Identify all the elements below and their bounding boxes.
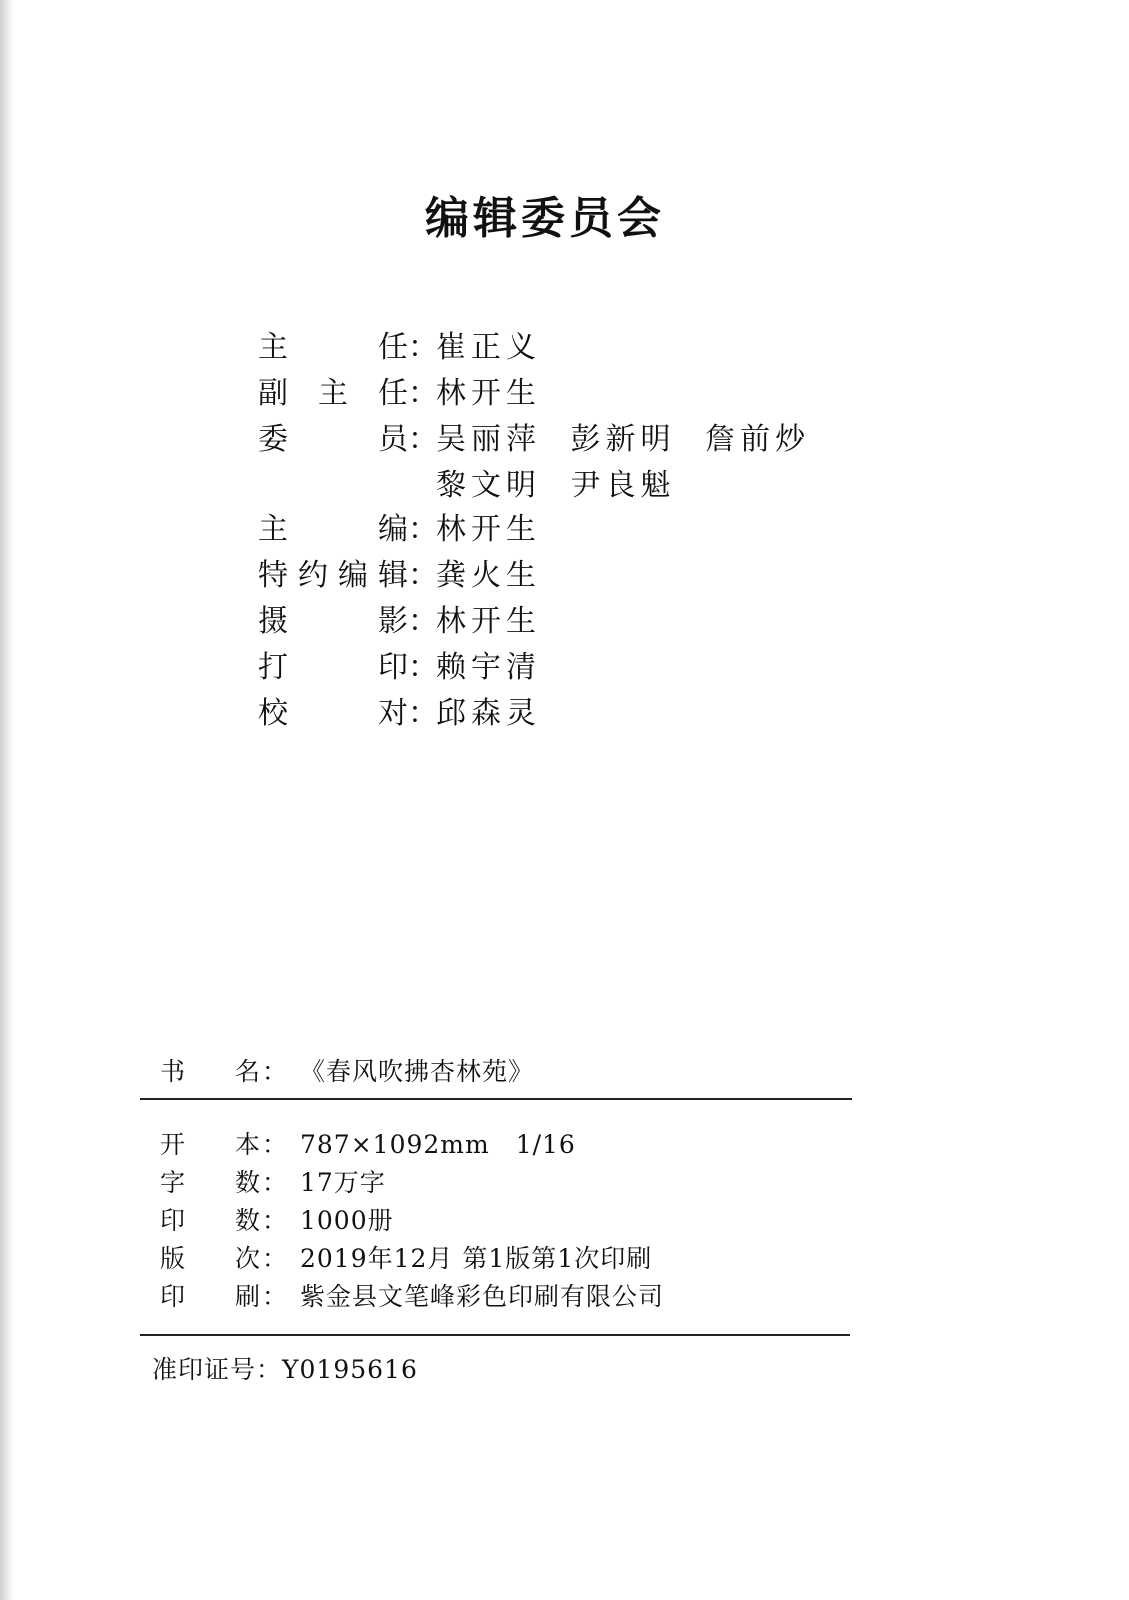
person-name: 赖宇清	[436, 650, 541, 685]
role-names	[436, 553, 561, 599]
info-label: 印刷	[160, 1282, 260, 1311]
committee-row-director	[258, 325, 878, 371]
info-colon: ：	[262, 1244, 288, 1273]
role-colon: ：	[408, 604, 438, 639]
person-name: 吴丽萍	[436, 422, 541, 457]
committee-row-deputy-director	[258, 371, 878, 417]
committee-row-members-continued	[258, 463, 878, 507]
role-label: 主编	[258, 512, 408, 547]
role-colon: ：	[408, 376, 438, 411]
info-value: 紫金县文笔峰彩色印刷有限公司	[300, 1282, 665, 1311]
role-colon: ：	[408, 330, 438, 365]
role-names	[436, 417, 830, 463]
role-label: 副主任	[258, 376, 408, 411]
person-name: 林开生	[436, 512, 541, 547]
person-name: 尹良魁	[570, 468, 676, 503]
committee-row-photography	[258, 599, 878, 645]
person-name: 黎文明	[436, 468, 541, 503]
info-colon: ：	[262, 1282, 288, 1311]
committee-row-members	[258, 417, 878, 463]
info-label: 字数	[160, 1168, 260, 1197]
role-colon: ：	[408, 696, 438, 731]
role-names	[436, 325, 561, 371]
person-name: 林开生	[436, 604, 541, 639]
print-permit	[152, 1352, 418, 1388]
role-label: 主任	[258, 330, 408, 365]
page-title: 编辑委员会	[425, 193, 665, 244]
info-value: 1000册	[300, 1206, 394, 1235]
role-colon: ：	[408, 422, 438, 457]
committee-row-proofreading	[258, 691, 878, 737]
role-label: 校对	[258, 696, 408, 731]
info-label: 开本	[160, 1130, 260, 1159]
info-label: 版次	[160, 1244, 260, 1273]
info-colon: ：	[262, 1130, 288, 1159]
person-name: 彭新明	[570, 422, 676, 457]
role-label: 委员	[258, 422, 408, 457]
info-colon: ：	[262, 1168, 288, 1197]
role-label: 打印	[258, 650, 408, 685]
person-name: 龚火生	[436, 558, 541, 593]
role-label: 特约编辑	[258, 558, 408, 593]
role-names	[436, 371, 561, 417]
info-value: 17万字	[300, 1168, 386, 1197]
permit-label: 准印证号：	[152, 1355, 283, 1384]
person-name: 林开生	[436, 376, 541, 411]
info-value: 2019年12月 第1版第1次印刷	[300, 1244, 653, 1273]
permit-number: Y0195616	[282, 1355, 418, 1384]
info-value: 787×1092mm 1/16	[300, 1130, 576, 1159]
role-names	[436, 599, 561, 645]
role-names	[436, 691, 561, 737]
divider-bottom	[140, 1334, 850, 1336]
person-name: 詹前炒	[705, 422, 811, 457]
role-names	[436, 463, 696, 509]
role-colon: ：	[408, 512, 438, 547]
person-name: 崔正义	[436, 330, 541, 365]
info-label: 印数	[160, 1206, 260, 1235]
role-names	[436, 645, 561, 691]
info-colon: ：	[262, 1206, 288, 1235]
role-label: 摄影	[258, 604, 408, 639]
info-label: 书名	[160, 1057, 260, 1086]
role-colon: ：	[408, 650, 438, 685]
committee-list	[258, 325, 878, 737]
info-value: 《春风吹拂杏林苑》	[300, 1057, 535, 1086]
role-names	[436, 507, 561, 553]
person-name: 邱森灵	[436, 696, 541, 731]
divider-top	[140, 1098, 852, 1100]
committee-row-typing	[258, 645, 878, 691]
info-colon: ：	[262, 1057, 288, 1086]
committee-row-special-editor	[258, 553, 878, 599]
role-colon: ：	[408, 558, 438, 593]
committee-row-chief-editor	[258, 507, 878, 553]
